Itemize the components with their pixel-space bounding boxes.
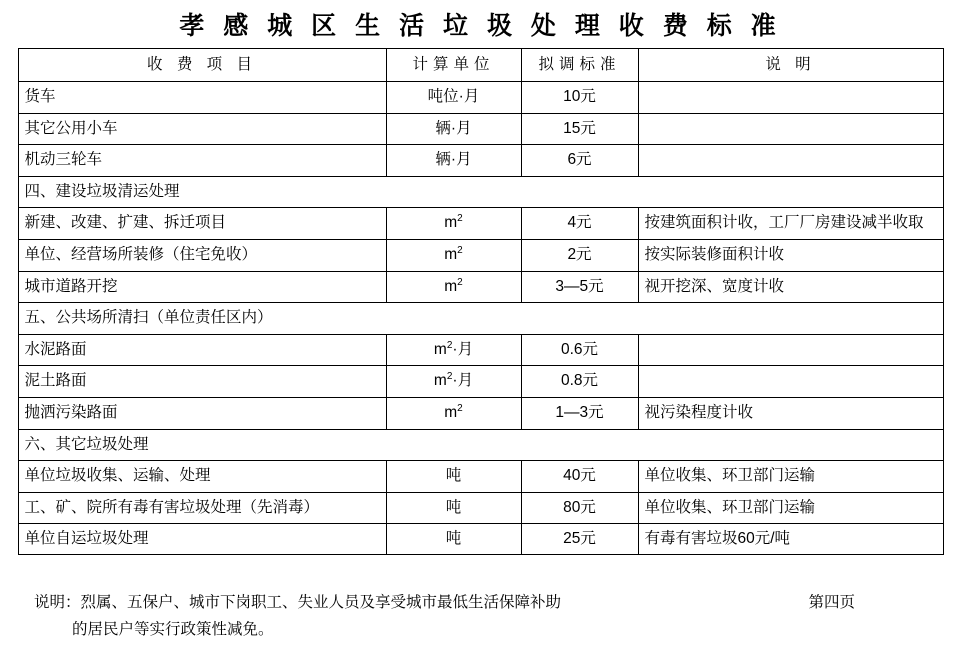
cell-item: 工、矿、院所有毒有害垃圾处理（先消毒） (18, 492, 386, 523)
cell-note: 单位收集、环卫部门运输 (638, 492, 943, 523)
page-title: 孝 感 城 区 生 活 垃 圾 处 理 收 费 标 准 (179, 12, 782, 40)
table-row (18, 82, 943, 113)
table-row (18, 208, 943, 240)
cell-unit: $m^2$ (386, 208, 521, 240)
cell-standard: 4元 (521, 208, 638, 240)
cell-note: 视开挖深、宽度计收 (638, 271, 943, 303)
cell-note: 按实际装修面积计收 (638, 239, 943, 271)
footer-note-line1: 说明：烈属、五保户、城市下岗职工、失业人员及享受城市最低生活保障补助 (34, 593, 562, 611)
cell-standard: 10元 (521, 82, 638, 113)
table-row (18, 334, 943, 366)
cell-standard: 15元 (521, 113, 638, 144)
table-section-header: 六、其它垃圾处理 (18, 429, 943, 460)
cell-standard: 2元 (521, 239, 638, 271)
cell-note: 有毒有害垃圾60元/吨 (638, 523, 943, 554)
cell-note (638, 113, 943, 144)
fee-standard-table (18, 48, 944, 555)
table-row (18, 461, 943, 492)
cell-unit: 吨位·月 (386, 82, 521, 113)
cell-note: 按建筑面积计收，工厂厂房建设减半收取 (638, 208, 943, 240)
table-row (18, 397, 943, 429)
page-number: 第四页 (808, 593, 855, 611)
cell-item: 泥土路面 (18, 366, 386, 398)
cell-unit: 吨 (386, 461, 521, 492)
cell-standard: 0.8元 (521, 366, 638, 398)
cell-note (638, 366, 943, 398)
column-header-item: 收 费 项 目 (18, 49, 386, 82)
cell-unit: $m^2$ (386, 397, 521, 429)
cell-unit: 吨 (386, 523, 521, 554)
table-section-header: 四、建设垃圾清运处理 (18, 176, 943, 207)
table-row (18, 176, 943, 207)
table-row (18, 429, 943, 460)
column-header-note: 说 明 (638, 49, 943, 82)
table-row (18, 523, 943, 554)
table-header-row (18, 49, 943, 82)
cell-item: 单位、经营场所装修（住宅免收） (18, 239, 386, 271)
cell-item: 单位垃圾收集、运输、处理 (18, 461, 386, 492)
cell-standard: 1—3元 (521, 397, 638, 429)
table-row (18, 271, 943, 303)
table-row (18, 366, 943, 398)
cell-standard: 80元 (521, 492, 638, 523)
cell-note (638, 82, 943, 113)
cell-unit: $m^2\cdot$月 (386, 334, 521, 366)
cell-item: 水泥路面 (18, 334, 386, 366)
table-section-header: 五、公共场所清扫（单位责任区内） (18, 303, 943, 334)
footer-note-line2: 的居民户等实行政策性减免。 (72, 620, 274, 638)
cell-note: 视污染程度计收 (638, 397, 943, 429)
cell-item: 货车 (18, 82, 386, 113)
cell-item: 单位自运垃圾处理 (18, 523, 386, 554)
table-row (18, 303, 943, 334)
page-footer (0, 589, 961, 643)
table-row (18, 239, 943, 271)
table-body (18, 82, 943, 555)
cell-note (638, 145, 943, 176)
table-row (18, 145, 943, 176)
cell-standard: 3—5元 (521, 271, 638, 303)
column-header-unit: 计算单位 (386, 49, 521, 82)
cell-standard: 25元 (521, 523, 638, 554)
cell-note (638, 334, 943, 366)
cell-note: 单位收集、环卫部门运输 (638, 461, 943, 492)
cell-unit: 辆·月 (386, 113, 521, 144)
cell-item: 其它公用小车 (18, 113, 386, 144)
cell-unit: $m^2$ (386, 271, 521, 303)
cell-unit: $m^2\cdot$月 (386, 366, 521, 398)
cell-item: 机动三轮车 (18, 145, 386, 176)
cell-standard: 0.6元 (521, 334, 638, 366)
column-header-standard: 拟调标准 (521, 49, 638, 82)
cell-item: 抛洒污染路面 (18, 397, 386, 429)
cell-unit: $m^2$ (386, 239, 521, 271)
cell-item: 城市道路开挖 (18, 271, 386, 303)
table-row (18, 492, 943, 523)
cell-item: 新建、改建、扩建、拆迁项目 (18, 208, 386, 240)
cell-unit: 吨 (386, 492, 521, 523)
table-row (18, 113, 943, 144)
cell-standard: 6元 (521, 145, 638, 176)
cell-unit: 辆·月 (386, 145, 521, 176)
cell-standard: 40元 (521, 461, 638, 492)
